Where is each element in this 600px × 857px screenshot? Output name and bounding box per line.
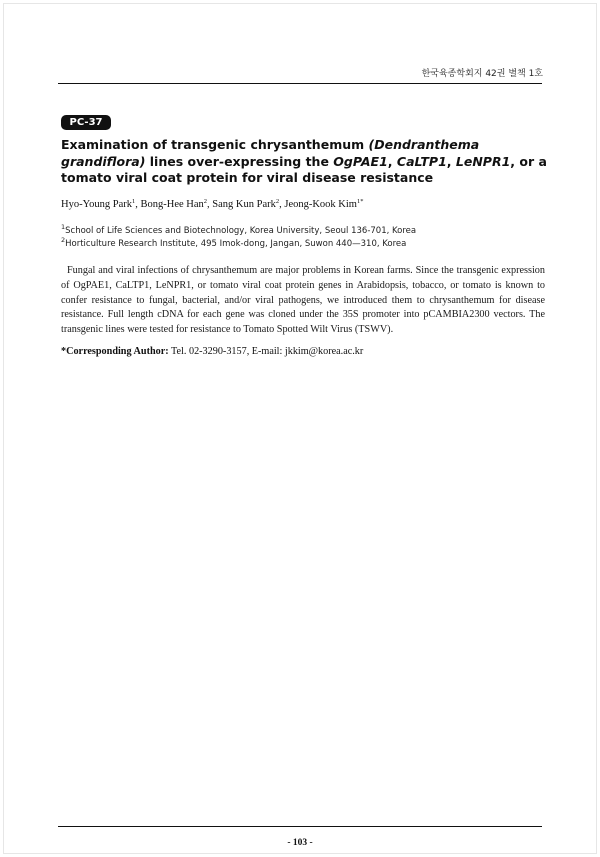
author-separator: , (279, 199, 285, 210)
author-affiliation-mark: 1 (131, 198, 136, 205)
author-name: Hyo-Young Park (61, 199, 132, 210)
author-name: Sang Kun Park (212, 199, 276, 210)
affiliation-list (61, 225, 416, 251)
author-affiliation-mark: 1* (356, 198, 364, 205)
title-part-1: Examination of transgenic chrysanthemum (61, 137, 369, 152)
affiliation-number: 2 (61, 236, 66, 244)
title-sep-2: , (446, 153, 456, 169)
author-list (61, 199, 363, 210)
corresponding-author-contact: Tel. 02-3290-3157, E-mail: jkkim@korea.ac.kr (168, 346, 364, 357)
footer-rule (58, 826, 542, 827)
affiliation (61, 225, 416, 238)
affiliation-text: School of Life Sciences and Biotechnology, Korea University, Seoul 136-701, Korea (65, 226, 417, 236)
affiliation-text: Horticulture Research Institute, 495 Imok-dong, Jangan, Suwon 440—310, Korea (65, 239, 407, 249)
corresponding-author (61, 346, 363, 357)
title-part-3: , or a tomato viral coat protein for viral disease resistance (61, 153, 547, 185)
title-part-2: lines over-expressing the (145, 153, 334, 169)
page-number: - 103 - (287, 838, 313, 848)
author-affiliation-mark: 2 (275, 198, 280, 205)
author-name: Bong-Hee Han (140, 199, 204, 210)
title-gene-1: OgPAE1 (333, 153, 388, 169)
affiliation-number: 1 (61, 223, 66, 231)
corresponding-author-label: *Corresponding Author: (61, 346, 169, 357)
journal-header: 한국육종학회지 42권 별책 1호 (421, 69, 543, 79)
author-name: Jeong-Kook Kim (284, 199, 357, 210)
author-separator: , (135, 199, 141, 210)
author-separator: , (207, 199, 213, 210)
affiliation (61, 238, 416, 251)
page-frame (3, 3, 597, 854)
header-rule (58, 83, 542, 84)
title-species: (Dendranthema grandiflora) (61, 137, 480, 169)
title-sep-1: , (387, 153, 397, 169)
abstract-body: Fungal and viral infections of chrysanthemum are major problems in Korean farms. Since the transgenic expression of OgPAE1, CaLTP1, LeNPR1, or tomato viral coat protein genes in Arabidopsis, tobacco, or tomato is known to confer resistance to fungal, bacterial, and/or viral pathogens, we introduced them to chrysanthemum for disease resistance. Full length cDNA for each gene was cloned under the 35S promoter into pCAMBIA2300 vectors. The transgenic lines were tested for resistance to Tomato Spotted Wilt Virus (TSWV). (61, 265, 545, 336)
author-affiliation-mark: 2 (203, 198, 208, 205)
paper-title (61, 137, 551, 187)
poster-id-badge: PC-37 (61, 115, 111, 130)
title-gene-3: LeNPR1 (455, 153, 511, 169)
title-gene-2: CaLTP1 (396, 153, 447, 169)
